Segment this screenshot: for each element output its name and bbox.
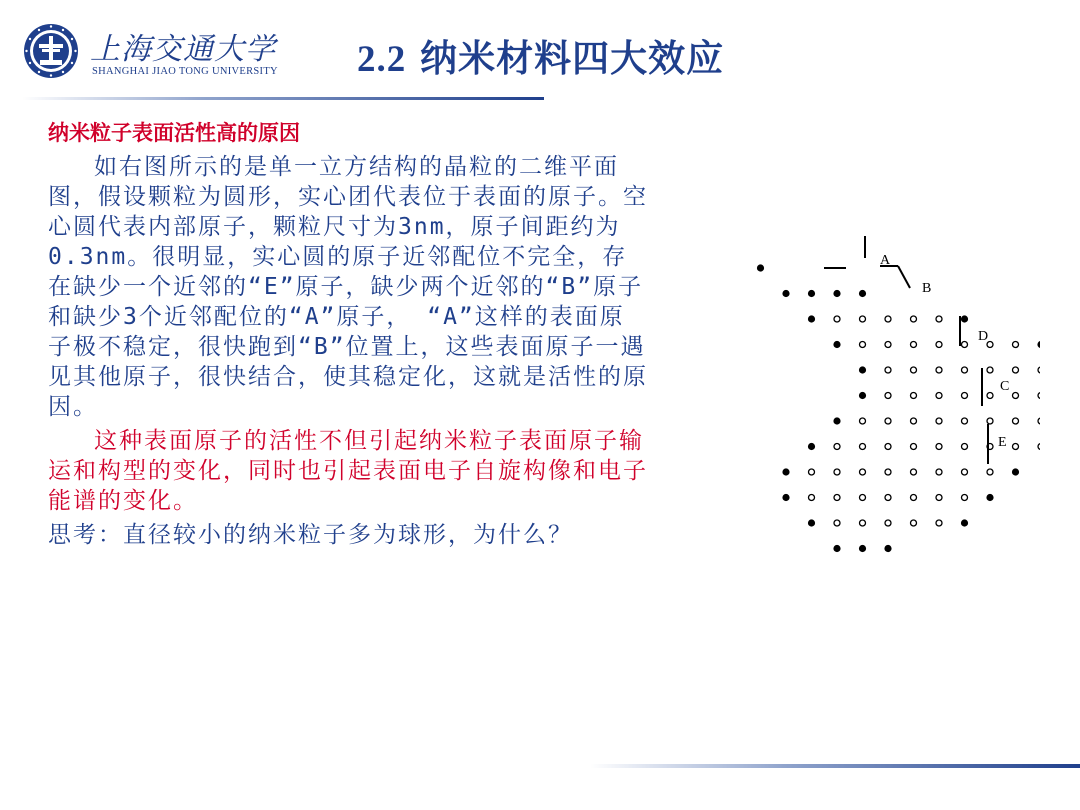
interior-atom bbox=[936, 469, 942, 475]
surface-atom bbox=[808, 519, 815, 526]
label-d: D bbox=[978, 329, 989, 344]
interior-atom bbox=[936, 418, 942, 424]
interior-atom bbox=[962, 393, 968, 399]
slide-body bbox=[48, 118, 648, 550]
interior-atom bbox=[885, 444, 891, 450]
interior-atom bbox=[860, 342, 866, 348]
surface-atom bbox=[782, 468, 789, 475]
section-heading: 纳米粒子表面活性高的原因 bbox=[48, 121, 300, 145]
interior-atom bbox=[936, 520, 942, 526]
interior-atom bbox=[911, 495, 917, 501]
surface-atom bbox=[859, 366, 866, 373]
surface-atom bbox=[833, 290, 840, 297]
interior-atom bbox=[962, 495, 968, 501]
interior-atom bbox=[911, 367, 917, 373]
interior-atom bbox=[885, 342, 891, 348]
interior-atom bbox=[885, 469, 891, 475]
interior-atom bbox=[1013, 444, 1019, 450]
surface-atom bbox=[986, 494, 993, 501]
surface-atom bbox=[1012, 468, 1019, 475]
interior-atom bbox=[885, 418, 891, 424]
section-number: 2.2 bbox=[357, 39, 407, 80]
interior-atom bbox=[1038, 393, 1040, 399]
atom-lattice-diagram bbox=[720, 228, 1040, 568]
school-name-english: SHANGHAI JIAO TONG UNIVERSITY bbox=[92, 66, 278, 77]
interior-atom bbox=[1013, 393, 1019, 399]
interior-atom bbox=[885, 367, 891, 373]
surface-atom bbox=[757, 264, 764, 271]
interior-atom bbox=[885, 316, 891, 322]
interior-atom bbox=[860, 495, 866, 501]
title-underline bbox=[22, 97, 544, 100]
section-title-text: 纳米材料四大效应 bbox=[420, 37, 725, 80]
interior-atom bbox=[834, 444, 840, 450]
interior-atom bbox=[962, 444, 968, 450]
interior-atom bbox=[911, 342, 917, 348]
interior-atom bbox=[1013, 342, 1019, 348]
marker-b-diag bbox=[898, 266, 910, 288]
interior-atom bbox=[911, 418, 917, 424]
diagram-annotations bbox=[824, 236, 988, 464]
interior-atom bbox=[885, 520, 891, 526]
surface-atom bbox=[1037, 341, 1040, 348]
surface-atom bbox=[833, 417, 840, 424]
interior-atom bbox=[1038, 444, 1040, 450]
interior-atom bbox=[936, 342, 942, 348]
interior-atom bbox=[936, 444, 942, 450]
interior-atom bbox=[860, 444, 866, 450]
surface-atom bbox=[833, 341, 840, 348]
interior-atom bbox=[962, 342, 968, 348]
interior-atom bbox=[1038, 418, 1040, 424]
interior-atom bbox=[885, 495, 891, 501]
university-logo bbox=[22, 22, 282, 84]
surface-atom bbox=[808, 290, 815, 297]
surface-atom bbox=[859, 290, 866, 297]
interior-atom bbox=[936, 367, 942, 373]
surface-atom bbox=[782, 290, 789, 297]
interior-atom bbox=[860, 316, 866, 322]
surface-atom bbox=[961, 519, 968, 526]
interior-atom bbox=[809, 469, 815, 475]
interior-atom bbox=[987, 367, 993, 373]
interior-atom bbox=[911, 393, 917, 399]
interior-atom bbox=[936, 393, 942, 399]
interior-atom bbox=[1013, 418, 1019, 424]
label-b: B bbox=[922, 281, 932, 296]
interior-atom bbox=[962, 469, 968, 475]
interior-atom bbox=[911, 469, 917, 475]
interior-atom bbox=[834, 520, 840, 526]
surface-atom bbox=[833, 545, 840, 552]
surface-atom bbox=[808, 443, 815, 450]
explanation-paragraph: 如右图所示的是单一立方结构的晶粒的二维平面图，假设颗粒为圆形，实心团代表位于表面的原子。空心圆代表内部原子，颗粒尺寸为3nm，原子间距约为0.3nm。很明显，实心圆的原子近邻配位不完全，存在缺少一个近邻的“E”原子，缺少两个近邻的“B”原子和缺少3个近邻配位的“A”原子， “A”这样的表面原子极不稳定，很快跑到“B”位置上，这些表面原子一遇见其他原子，很快结合，使其稳定化，这就是活性的原因。 bbox=[48, 154, 648, 420]
surface-atom bbox=[961, 315, 968, 322]
surface-atom bbox=[884, 545, 891, 552]
university-seal-icon bbox=[22, 22, 80, 80]
interior-atom bbox=[834, 316, 840, 322]
interior-atom bbox=[860, 520, 866, 526]
thinking-question: 思考：直径较小的纳米粒子多为球形，为什么？ bbox=[48, 522, 573, 548]
interior-atom bbox=[962, 367, 968, 373]
interior-atom bbox=[809, 495, 815, 501]
atom-grid bbox=[757, 264, 1040, 552]
interior-atom bbox=[1013, 367, 1019, 373]
interior-atom bbox=[962, 418, 968, 424]
interior-atom bbox=[987, 418, 993, 424]
interior-atom bbox=[911, 316, 917, 322]
interior-atom bbox=[936, 495, 942, 501]
interior-atom bbox=[911, 444, 917, 450]
interior-atom bbox=[987, 393, 993, 399]
interior-atom bbox=[987, 469, 993, 475]
slide-title bbox=[357, 28, 724, 82]
interior-atom bbox=[911, 520, 917, 526]
interior-atom bbox=[1038, 367, 1040, 373]
surface-atom bbox=[782, 494, 789, 501]
interior-atom bbox=[834, 495, 840, 501]
footer-rule bbox=[590, 764, 1080, 768]
interior-atom bbox=[860, 469, 866, 475]
label-c: C bbox=[1000, 379, 1010, 394]
interior-atom bbox=[860, 418, 866, 424]
interior-atom bbox=[936, 316, 942, 322]
surface-atom bbox=[859, 545, 866, 552]
school-name-chinese: 上海交通大学 bbox=[90, 32, 276, 67]
interior-atom bbox=[834, 469, 840, 475]
surface-atom bbox=[859, 392, 866, 399]
label-e: E bbox=[998, 435, 1007, 450]
label-a: A bbox=[880, 253, 891, 268]
effect-paragraph: 这种表面原子的活性不但引起纳米粒子表面原子输运和构型的变化，同时也引起表面电子自旋构像和电子能谱的变化。 bbox=[48, 428, 648, 514]
surface-atom bbox=[808, 315, 815, 322]
interior-atom bbox=[885, 393, 891, 399]
